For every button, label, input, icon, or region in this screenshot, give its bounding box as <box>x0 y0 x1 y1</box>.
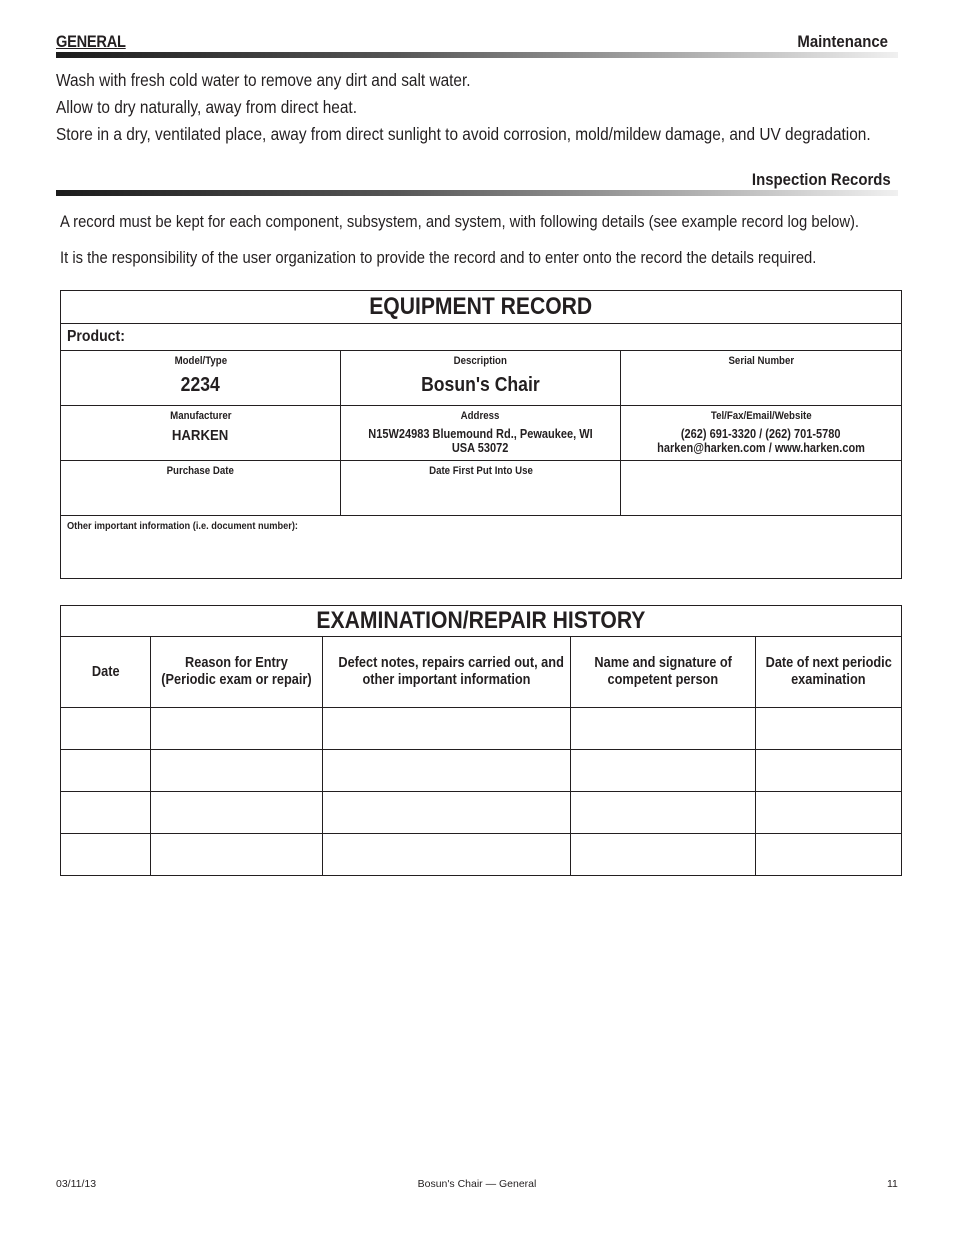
manufacturer-label: Manufacturer <box>169 410 232 422</box>
history-header-row <box>61 637 902 708</box>
contact-label: Tel/Fax/Email/Website <box>710 410 812 422</box>
model-label: Model/Type <box>174 355 227 367</box>
table-cell <box>151 708 323 750</box>
serial-cell <box>621 351 902 406</box>
inspection-paragraph-2: It is the responsibility of the user organization to provide the record and to enter onto the record the details required. <box>60 248 817 267</box>
header-rule <box>56 52 898 58</box>
contact-line-2: harken@harken.com / www.harken.com <box>657 441 865 455</box>
other-info-label: Other important information (i.e. document number): <box>67 520 298 532</box>
contact-line-1: (262) 691-3320 / (262) 701-5780 <box>681 427 841 441</box>
description-label: Description <box>453 355 508 367</box>
table-cell <box>756 708 902 750</box>
table-cell <box>61 708 151 750</box>
footer-date: 03/11/13 <box>56 1178 97 1190</box>
history-row <box>61 792 902 834</box>
model-cell <box>61 351 341 406</box>
table-cell <box>61 834 151 876</box>
maintenance-line-wash: Wash with fresh cold water to remove any dirt and salt water. <box>56 70 471 90</box>
equipment-record-title: EQUIPMENT RECORD <box>61 291 902 324</box>
table-cell <box>323 750 571 792</box>
other-info-cell <box>61 516 902 579</box>
maintenance-line-dry: Allow to dry naturally, away from direct heat. <box>56 97 358 117</box>
history-title: EXAMINATION/REPAIR HISTORY <box>61 606 902 637</box>
blank-cell <box>621 461 902 516</box>
history-row <box>61 708 902 750</box>
table-cell <box>151 834 323 876</box>
col-header-signature: Name and signature of competent person <box>571 637 756 708</box>
table-cell <box>756 834 902 876</box>
address-cell <box>341 406 621 461</box>
table-cell <box>323 708 571 750</box>
table-cell <box>151 792 323 834</box>
table-cell <box>571 834 756 876</box>
contact-cell <box>621 406 902 461</box>
table-cell <box>756 792 902 834</box>
table-cell <box>323 834 571 876</box>
inspection-rule <box>56 190 898 196</box>
history-row <box>61 834 902 876</box>
col-header-reason: Reason for Entry (Periodic exam or repair) <box>151 637 323 708</box>
table-cell <box>571 708 756 750</box>
inspection-heading: Inspection Records <box>752 170 891 189</box>
purchase-date-label: Purchase Date <box>166 465 235 477</box>
inspection-paragraph-1: A record must be kept for each component, subsystem, and system, with following details (see example record log below). <box>60 212 860 231</box>
first-use-cell <box>341 461 621 516</box>
maintenance-line-store: Store in a dry, ventilated place, away from direct sunlight to avoid corrosion, mold/mildew damage, and UV degradation. <box>56 124 871 144</box>
first-use-label: Date First Put Into Use <box>428 465 533 477</box>
model-value: 2234 <box>180 374 221 396</box>
table-cell <box>571 792 756 834</box>
table-cell <box>323 792 571 834</box>
manufacturer-cell <box>61 406 341 461</box>
topic-heading: Maintenance <box>797 32 888 51</box>
description-value: Bosun's Chair <box>421 374 540 396</box>
manufacturer-value: HARKEN <box>172 427 229 444</box>
table-cell <box>571 750 756 792</box>
address-label: Address <box>461 410 500 422</box>
footer-page-number: 11 <box>887 1178 898 1190</box>
section-heading: GENERAL <box>56 32 126 51</box>
history-row <box>61 750 902 792</box>
equipment-record-table <box>60 290 902 579</box>
product-cell: Product: <box>61 324 902 351</box>
footer-title: Bosun's Chair — General <box>417 1178 537 1190</box>
table-cell <box>756 750 902 792</box>
address-line-2: USA 53072 <box>452 441 509 455</box>
serial-label: Serial Number <box>728 355 794 367</box>
description-cell <box>341 351 621 406</box>
address-line-1: N15W24983 Bluemound Rd., Pewaukee, WI <box>368 427 593 441</box>
table-cell <box>151 750 323 792</box>
col-header-date: Date <box>61 637 151 708</box>
col-header-notes: Defect notes, repairs carried out, and other important information <box>323 637 571 708</box>
page-header <box>56 32 888 54</box>
history-table <box>60 605 902 876</box>
table-cell <box>61 750 151 792</box>
table-cell <box>61 792 151 834</box>
purchase-date-cell <box>61 461 341 516</box>
col-header-next-exam: Date of next periodic examination <box>756 637 902 708</box>
